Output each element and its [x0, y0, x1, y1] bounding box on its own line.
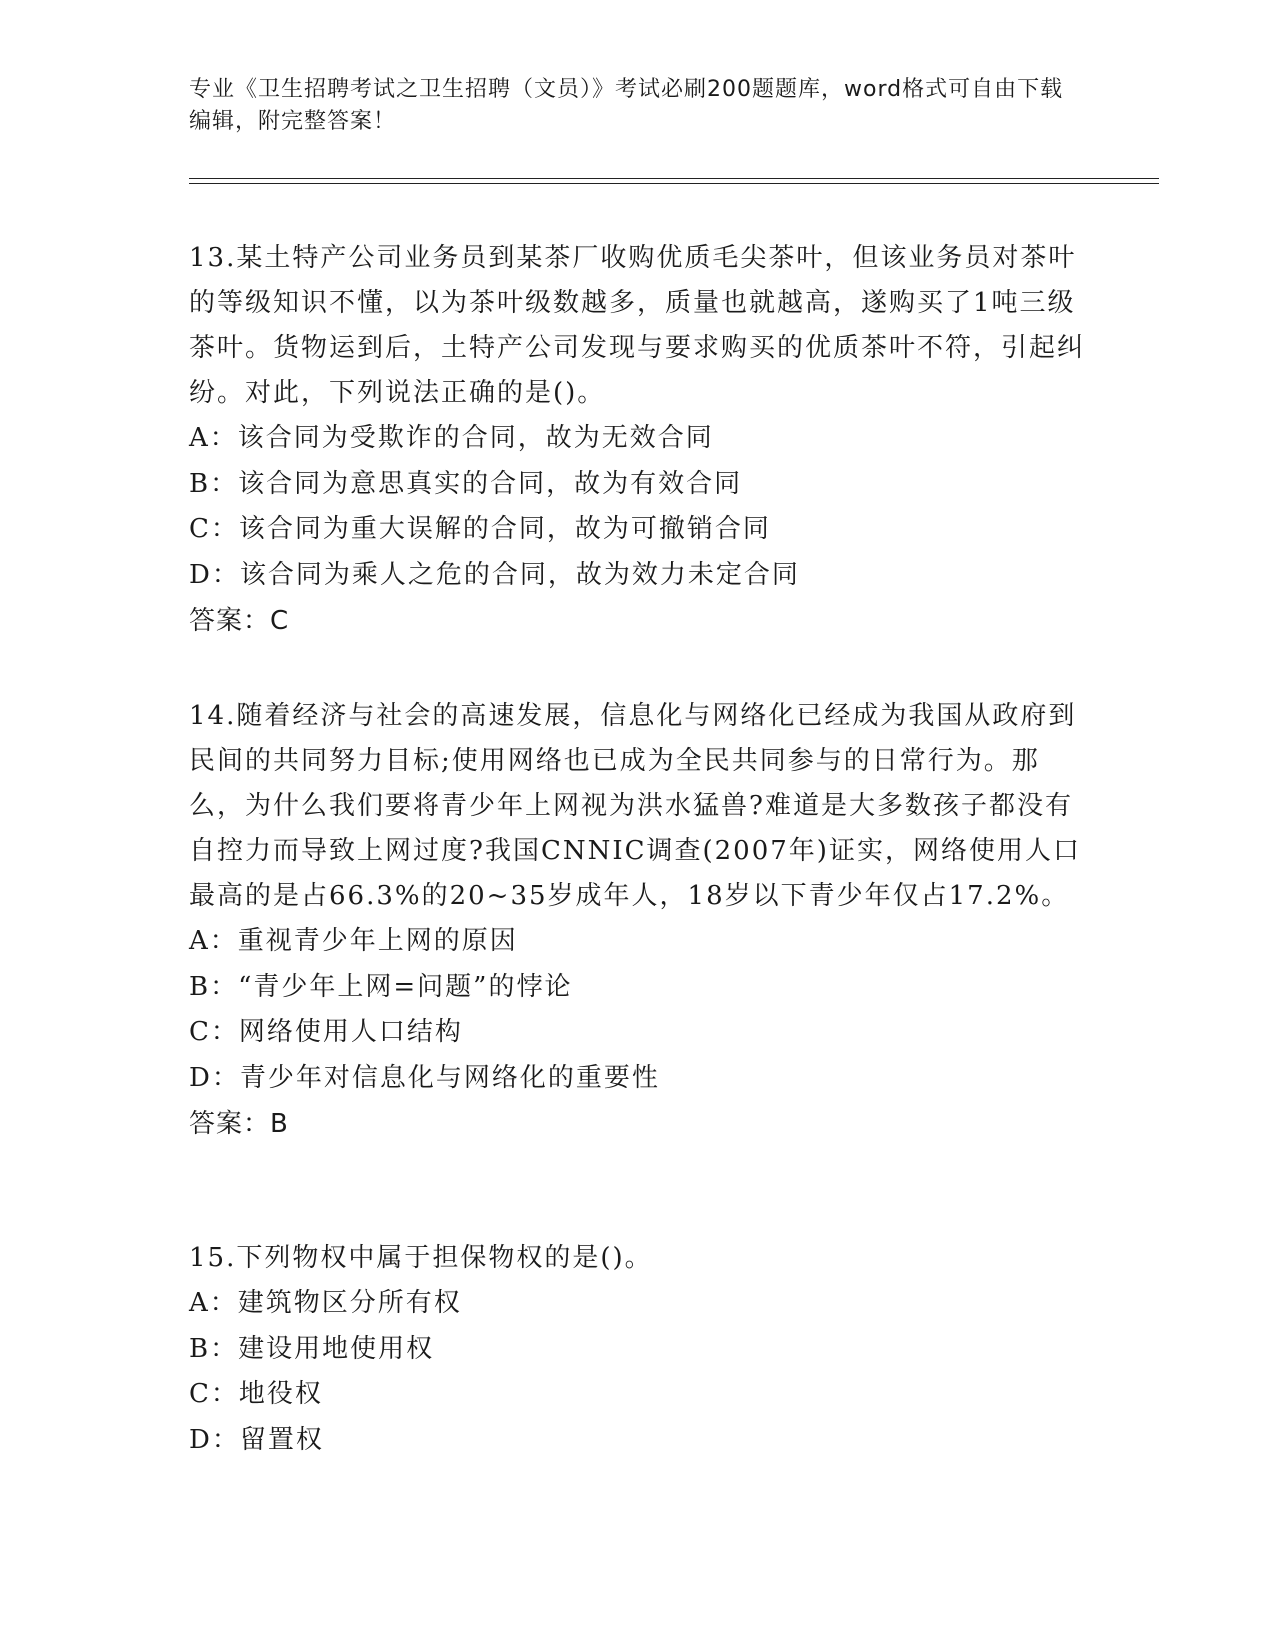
option-d: D：青少年对信息化与网络化的重要性 [189, 1062, 660, 1093]
option-c: C：该合同为重大误解的合同，故为可撤销合同 [189, 514, 771, 544]
option-c: C：地役权 [189, 1379, 323, 1409]
header-divider-top [189, 178, 1159, 179]
answer-line: 答案：C [189, 606, 290, 636]
option-d: D：该合同为乘人之危的合同，故为效力未定合同 [189, 559, 800, 590]
option-a: A：重视青少年上网的原因 [189, 926, 518, 956]
option-b: B：建设用地使用权 [189, 1333, 435, 1364]
option-b: B：“青少年上网=问题”的悖论 [189, 971, 573, 1002]
answer-line: 答案：B [189, 1109, 289, 1139]
option-d: D：留置权 [189, 1424, 324, 1455]
question-15 [189, 1236, 1089, 1463]
option-c: C：网络使用人口结构 [189, 1017, 463, 1047]
question-14 [189, 694, 1089, 1147]
question-stem: 14.随着经济与社会的高速发展，信息化与网络化已经成为我国从政府到民间的共同努力目标;使用网络也已成为全民共同参与的日常行为。那么，为什么我们要将青少年上网视为洪水猛兽?难道是大多数孩子都没有自控力而导致上网过度?我国CNNIC调查(2007年)证实，网络使用人口最高的是占66.3%的20~35岁成年人，18岁以下青少年仅占17.2%。 [189, 701, 1081, 911]
question-stem: 15.下列物权中属于担保物权的是()。 [189, 1243, 653, 1273]
option-a: A：该合同为受欺诈的合同，故为无效合同 [189, 423, 714, 453]
header-divider-bottom [189, 183, 1159, 184]
option-b: B：该合同为意思真实的合同，故为有效合同 [189, 468, 743, 499]
question-stem: 13.某土特产公司业务员到某茶厂收购优质毛尖茶叶，但该业务员对茶叶的等级知识不懂，以为茶叶级数越多，质量也就越高，遂购买了1吨三级茶叶。货物运到后，土特产公司发现与要求购买的优质茶叶不符，引起纠纷。对此，下列说法正确的是()。 [189, 243, 1086, 408]
option-a: A：建筑物区分所有权 [189, 1288, 462, 1318]
document-header: 专业《卫生招聘考试之卫生招聘（文员）》考试必刷200题题库，word格式可自由下载编辑，附完整答案！ [189, 77, 1064, 134]
question-13 [189, 236, 1089, 644]
